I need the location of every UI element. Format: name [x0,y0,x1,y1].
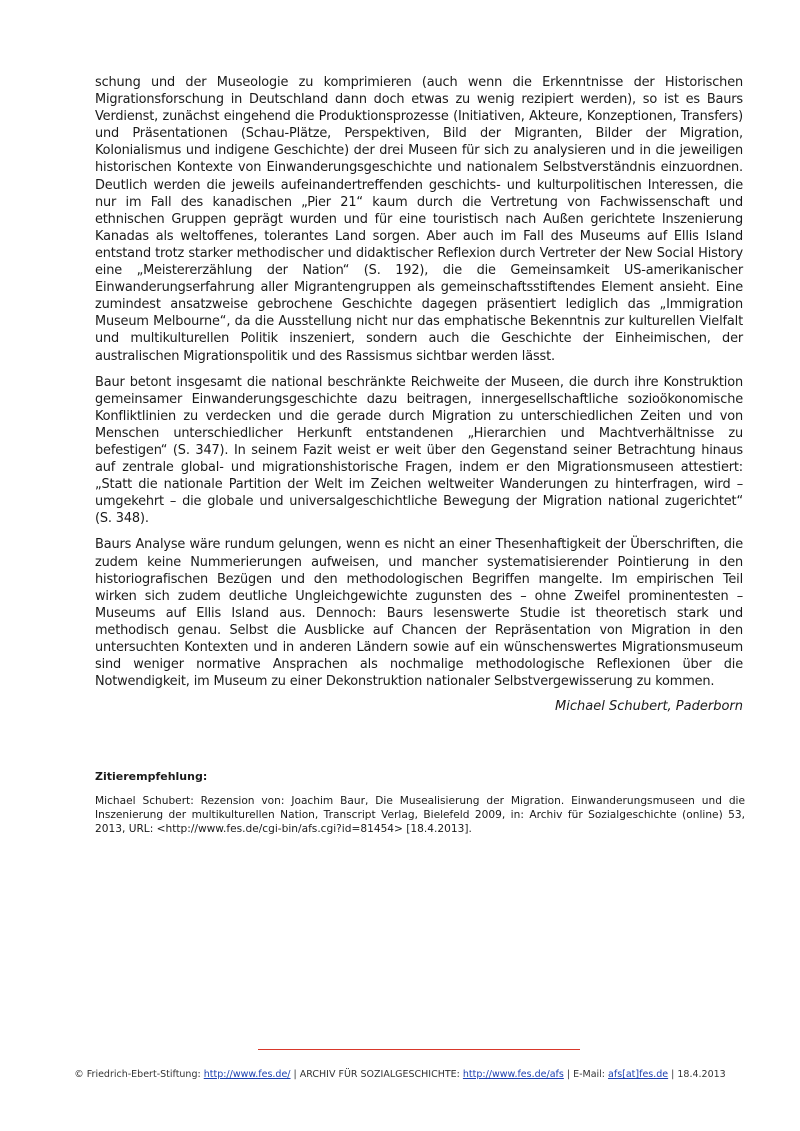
footer-separator-archive: | ARCHIV FÜR SOZIALGESCHICHTE: [290,1069,463,1080]
paragraph-2: Baur betont insgesamt die national beschränkte Reichweite der Museen, die durch ihre Konstruktion gemeinsamer Einwanderungsgeschichte dazu beitragen, innergesellschaftliche sozioökonomische Konfliktlinien zu verdecken und die gerade durch Migration zu unterschiedlichen Zeiten und von Menschen unterschiedlicher Herkunft entstandenen „Hierarchien und Machtverhältnisse zu befestigen“ (S. 347). In seinem Fazit weist er weit über den Gegenstand seiner Betrachtung hinaus auf zentrale global- und migrationshistorische Fragen, indem er den Migrationsmuseen attestiert: „Statt die nationale Partition der Welt im Zeichen weltweiter Wanderungen zu hinterfragen, wird – umgekehrt – die globale und universalgeschichtliche Bewegung der Migration national zugerichtet“ (S. 348). [95,374,743,527]
footer-copyright: © Friedrich-Ebert-Stiftung: [74,1069,204,1080]
paragraph-1: schung und der Museologie zu komprimieren (auch wenn die Erkenntnisse der Historischen Migrationsforschung in Deutschland dann doch etwas zu wenig rezipiert werden), so ist es Baurs Verdienst, zunächst eingehend die Produktionsprozesse (Initiativen, Akteure, Konzeptionen, Transfers) und Präsentationen (Schau-Plätze, Perspektiven, Bild der Migranten, Bilder der Migration, Kolonialismus und indigene Geschichte) der drei Museen für sich zu analysieren und in die jeweiligen historischen Kontexte von Einwanderungsgeschichte und nationalem Selbstverständnis einzuordnen. Deutlich werden die jeweils aufeinandertreffenden geschichts- und kulturpolitischen Interessen, die nur im Fall des kanadischen „Pier 21“ kaum durch die Vertretung von Fachwissenschaft und ethnischen Gruppen geprägt wurden und für eine touristisch nach Außen gerichtete Inszenierung Kanadas als weltoffenes, tolerantes Land sorgen. Aber auch im Fall des Museums auf Ellis Island entstand trotz starker methodischer und didaktischer Reflexion durch Vertreter der New Social History eine „Meistererzählung der Nation“ (S. 192), die die Gemeinsamkeit US-amerikanischer Einwanderungserfahrung aller Migrantengruppen als gemeinschaftsstiftendes Element ansieht. Eine zumindest ansatzweise gebrochene Geschichte dagegen präsentiert lediglich das „Immigration Museum Melbourne“, da die Ausstellung nicht nur das emphatische Bekenntnis zur kulturellen Vielfalt und multikulturellen Politik inszeniert, sondern auch die Geschichte der Einheimischen, der australischen Migrationspolitik und des Rassismus sichtbar werden lässt. [95,75,743,364]
citation-heading: Zitierempfehlung: [95,770,208,783]
fes-link[interactable]: http://www.fes.de/ [203,1069,291,1080]
afs-link[interactable]: http://www.fes.de/afs [462,1069,564,1080]
author-signature: Michael Schubert, Paderborn [555,699,743,715]
footer-separator-email: | E-Mail: [563,1069,609,1080]
email-link[interactable]: afs[at]fes.de [608,1069,669,1080]
page-footer [0,1069,800,1080]
footer-divider [258,1049,580,1050]
citation-text: Michael Schubert: Rezension von: Joachim Baur, Die Musealisierung der Migration. Einwanderungsmuseen und die Inszenierung der multikulturellen Nation, Transcript Verlag, Bielefeld 2009, in: Archiv für Sozialgeschichte (online) 53, 2013, URL: <http://www.fes.de/cgi-bin/afs.cgi?id=81454> [18.4.2013]. [95,795,745,836]
paragraph-3: Baurs Analyse wäre rundum gelungen, wenn es nicht an einer Thesenhaftigkeit der Überschriften, die zudem keine Nummerierungen aufweisen, und mancher systematisierender Pointierung in den historiografischen Bezügen und den methodologischen Begriffen mangelte. Im empirischen Teil wirken sich zudem deutliche Ungleichgewichte zugunsten des – ohne Zweifel prominentesten – Museums auf Ellis Island aus. Dennoch: Baurs lesenswerte Studie ist theoretisch stark und methodisch genau. Selbst die Ausblicke auf Chancen der Repräsentation von Migration in den untersuchten Kontexten und in anderen Ländern sowie auf ein wünschenswertes Migrationsmuseum sind weniger normative Ansprachen als nochmalige methodologische Reflexionen über die Notwendigkeit, im Museum zu einer Dekonstruktion nationaler Selbstvergewisserung zu kommen. [95,537,743,690]
citation-block [95,770,745,837]
review-body [95,74,743,714]
footer-date: | 18.4.2013 [668,1069,726,1080]
